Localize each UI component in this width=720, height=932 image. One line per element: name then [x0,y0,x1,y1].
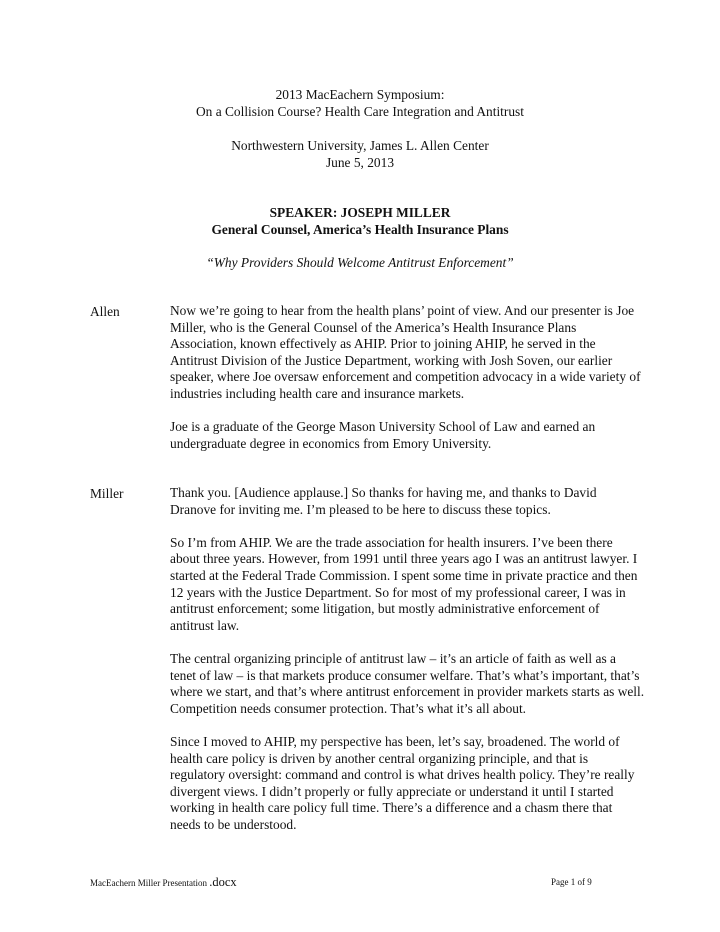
footer-file-extension: .docx [209,875,237,889]
speaker-label-miller: Miller [90,486,124,501]
footer-page-number: Page 1 of 9 [551,877,592,887]
paragraph: Since I moved to AHIP, my perspective has been, let’s say, broadened. The world of health care policy is driven by another central organizing principle, and that is regulatory oversight: command and control is what drives health policy. They’re really divergent views. I didn’t properly or fully appreciate or understand it until I started working in health care policy full time. There’s a difference and a chasm there that needs to be understood. [170,733,635,832]
footer-file-title: MacEachern Miller Presentation [90,878,207,888]
footer-filename [90,876,237,889]
paragraph: So I’m from AHIP. We are the trade association for health insurers. I’ve been there about three years. However, from 1991 until three years ago I was an antitrust lawyer. I started at the Federal Trade Commission. I spent some time in private practice and then 12 years with the Justice Department. So for most of my professional career, I was in antitrust enforcement; some litigation, but mostly administrative enforcement of antitrust law. [170,534,638,633]
talk-title: “Why Providers Should Welcome Antitrust Enforcement” [206,255,514,270]
speaker-title: General Counsel, America’s Health Insurance Plans [211,222,509,237]
miller-remarks [170,485,645,833]
paragraph: Now we’re going to hear from the health plans’ point of view. And our presenter is Joe Miller, who is the General Counsel of the America’s Health Insurance Plans Association, known effectively as AHIP. Prior to joining AHIP, he served in the Antitrust Division of the Justice Department, working with Josh Soven, our earlier speaker, where Joe oversaw enforcement and competition advocacy in a wide variety of industries including health care and insurance markets. [170,303,641,401]
symposium-title: 2013 MacEachern Symposium: [275,87,445,102]
speaker-heading: SPEAKER: JOSEPH MILLER [269,205,451,220]
allen-remarks [170,303,645,452]
paragraph: Joe is a graduate of the George Mason University School of Law and earned an undergraduate degree in economics from Emory University. [170,419,596,451]
symposium-subtitle: On a Collision Course? Health Care Integration and Antitrust [195,104,524,119]
speaker-label-allen: Allen [90,304,120,319]
paragraph: Thank you. [Audience applause.] So thanks for having me, and thanks to David Dranove for inviting me. I’m pleased to be here to discuss these topics. [170,485,597,517]
venue-line: Northwestern University, James L. Allen Center [231,138,489,153]
date-line: June 5, 2013 [325,155,395,170]
paragraph: The central organizing principle of antitrust law – it’s an article of faith as well as a tenet of law – is that markets produce consumer welfare. That’s what’s important, that’s where we start, and that’s where antitrust enforcement in provider markets starts as well. Competition needs consumer protection. That’s what it’s all about. [170,650,645,716]
